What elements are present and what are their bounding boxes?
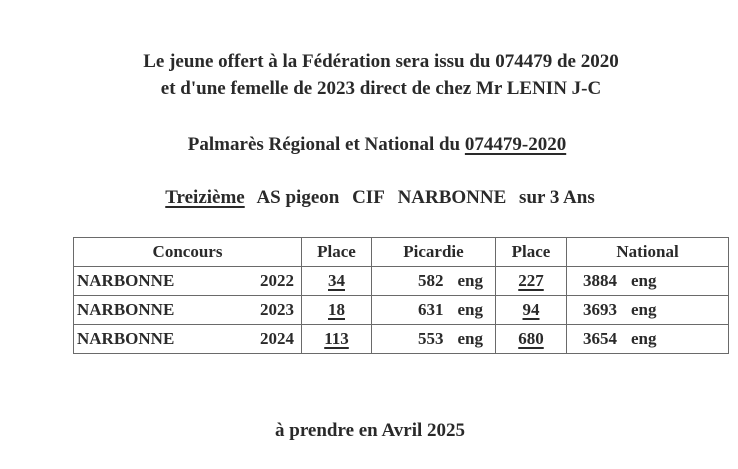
header-picardie: Picardie xyxy=(372,238,496,267)
as-ranking-line xyxy=(11,187,738,209)
picardie-count: 553 xyxy=(418,329,444,348)
place-regional-value: 34 xyxy=(328,271,345,290)
national-unit: eng xyxy=(631,329,657,348)
header-national: National xyxy=(567,238,729,267)
table-row xyxy=(74,267,729,296)
cell-place-regional xyxy=(302,325,372,354)
cell-city: NARBONNE xyxy=(77,329,175,348)
national-count: 3654 xyxy=(583,329,617,348)
intro-line-2: et d'une femelle de 2023 direct de chez Mr LENIN J-C xyxy=(160,78,602,99)
national-unit: eng xyxy=(631,271,657,290)
cell-concours xyxy=(74,296,302,325)
national-unit: eng xyxy=(631,300,657,319)
palmares-title xyxy=(8,134,738,156)
as-part-1: AS pigeon xyxy=(256,187,340,208)
place-regional-value: 18 xyxy=(328,300,345,319)
table-row xyxy=(74,325,729,354)
picardie-unit: eng xyxy=(457,300,483,319)
header-place-regional: Place xyxy=(302,238,372,267)
cell-place-regional xyxy=(302,296,372,325)
cell-national xyxy=(567,325,729,354)
cell-picardie xyxy=(372,325,496,354)
national-count: 3693 xyxy=(583,300,617,319)
cell-place-national xyxy=(496,296,567,325)
picardie-count: 582 xyxy=(418,271,444,290)
cell-city: NARBONNE xyxy=(77,271,175,290)
as-part-2: CIF xyxy=(352,187,385,208)
footer-note: à prendre en Avril 2025 xyxy=(275,420,465,441)
place-national-value: 94 xyxy=(522,300,540,319)
as-part-3: NARBONNE xyxy=(397,187,507,208)
picardie-unit: eng xyxy=(457,271,483,290)
cell-concours xyxy=(74,267,302,296)
palmares-ring-number: 074479-2020 xyxy=(464,134,567,155)
place-regional-value: 113 xyxy=(324,329,349,348)
palmares-prefix: Palmarès Régional et National du xyxy=(187,134,461,155)
table-header-row xyxy=(74,238,729,267)
cell-picardie xyxy=(372,296,496,325)
cell-city: NARBONNE xyxy=(77,300,175,319)
cell-picardie xyxy=(372,267,496,296)
as-part-4: sur 3 Ans xyxy=(519,187,595,208)
picardie-count: 631 xyxy=(418,300,444,319)
results-table xyxy=(73,237,729,354)
cell-year: 2022 xyxy=(260,271,294,290)
cell-year: 2024 xyxy=(260,329,294,348)
table-row xyxy=(74,296,729,325)
national-count: 3884 xyxy=(583,271,617,290)
place-national-value: 680 xyxy=(518,329,544,348)
place-national-value: 227 xyxy=(518,271,544,290)
cell-concours xyxy=(74,325,302,354)
cell-place-regional xyxy=(302,267,372,296)
cell-place-national xyxy=(496,267,567,296)
cell-national xyxy=(567,267,729,296)
header-concours: Concours xyxy=(74,238,302,267)
intro-line-1: Le jeune offert à la Fédération sera issu du 074479 de 2020 xyxy=(143,51,619,72)
cell-year: 2023 xyxy=(260,300,294,319)
as-rank: Treizième xyxy=(165,187,245,208)
cell-place-national xyxy=(496,325,567,354)
cell-national xyxy=(567,296,729,325)
picardie-unit: eng xyxy=(457,329,483,348)
header-place-national: Place xyxy=(496,238,567,267)
